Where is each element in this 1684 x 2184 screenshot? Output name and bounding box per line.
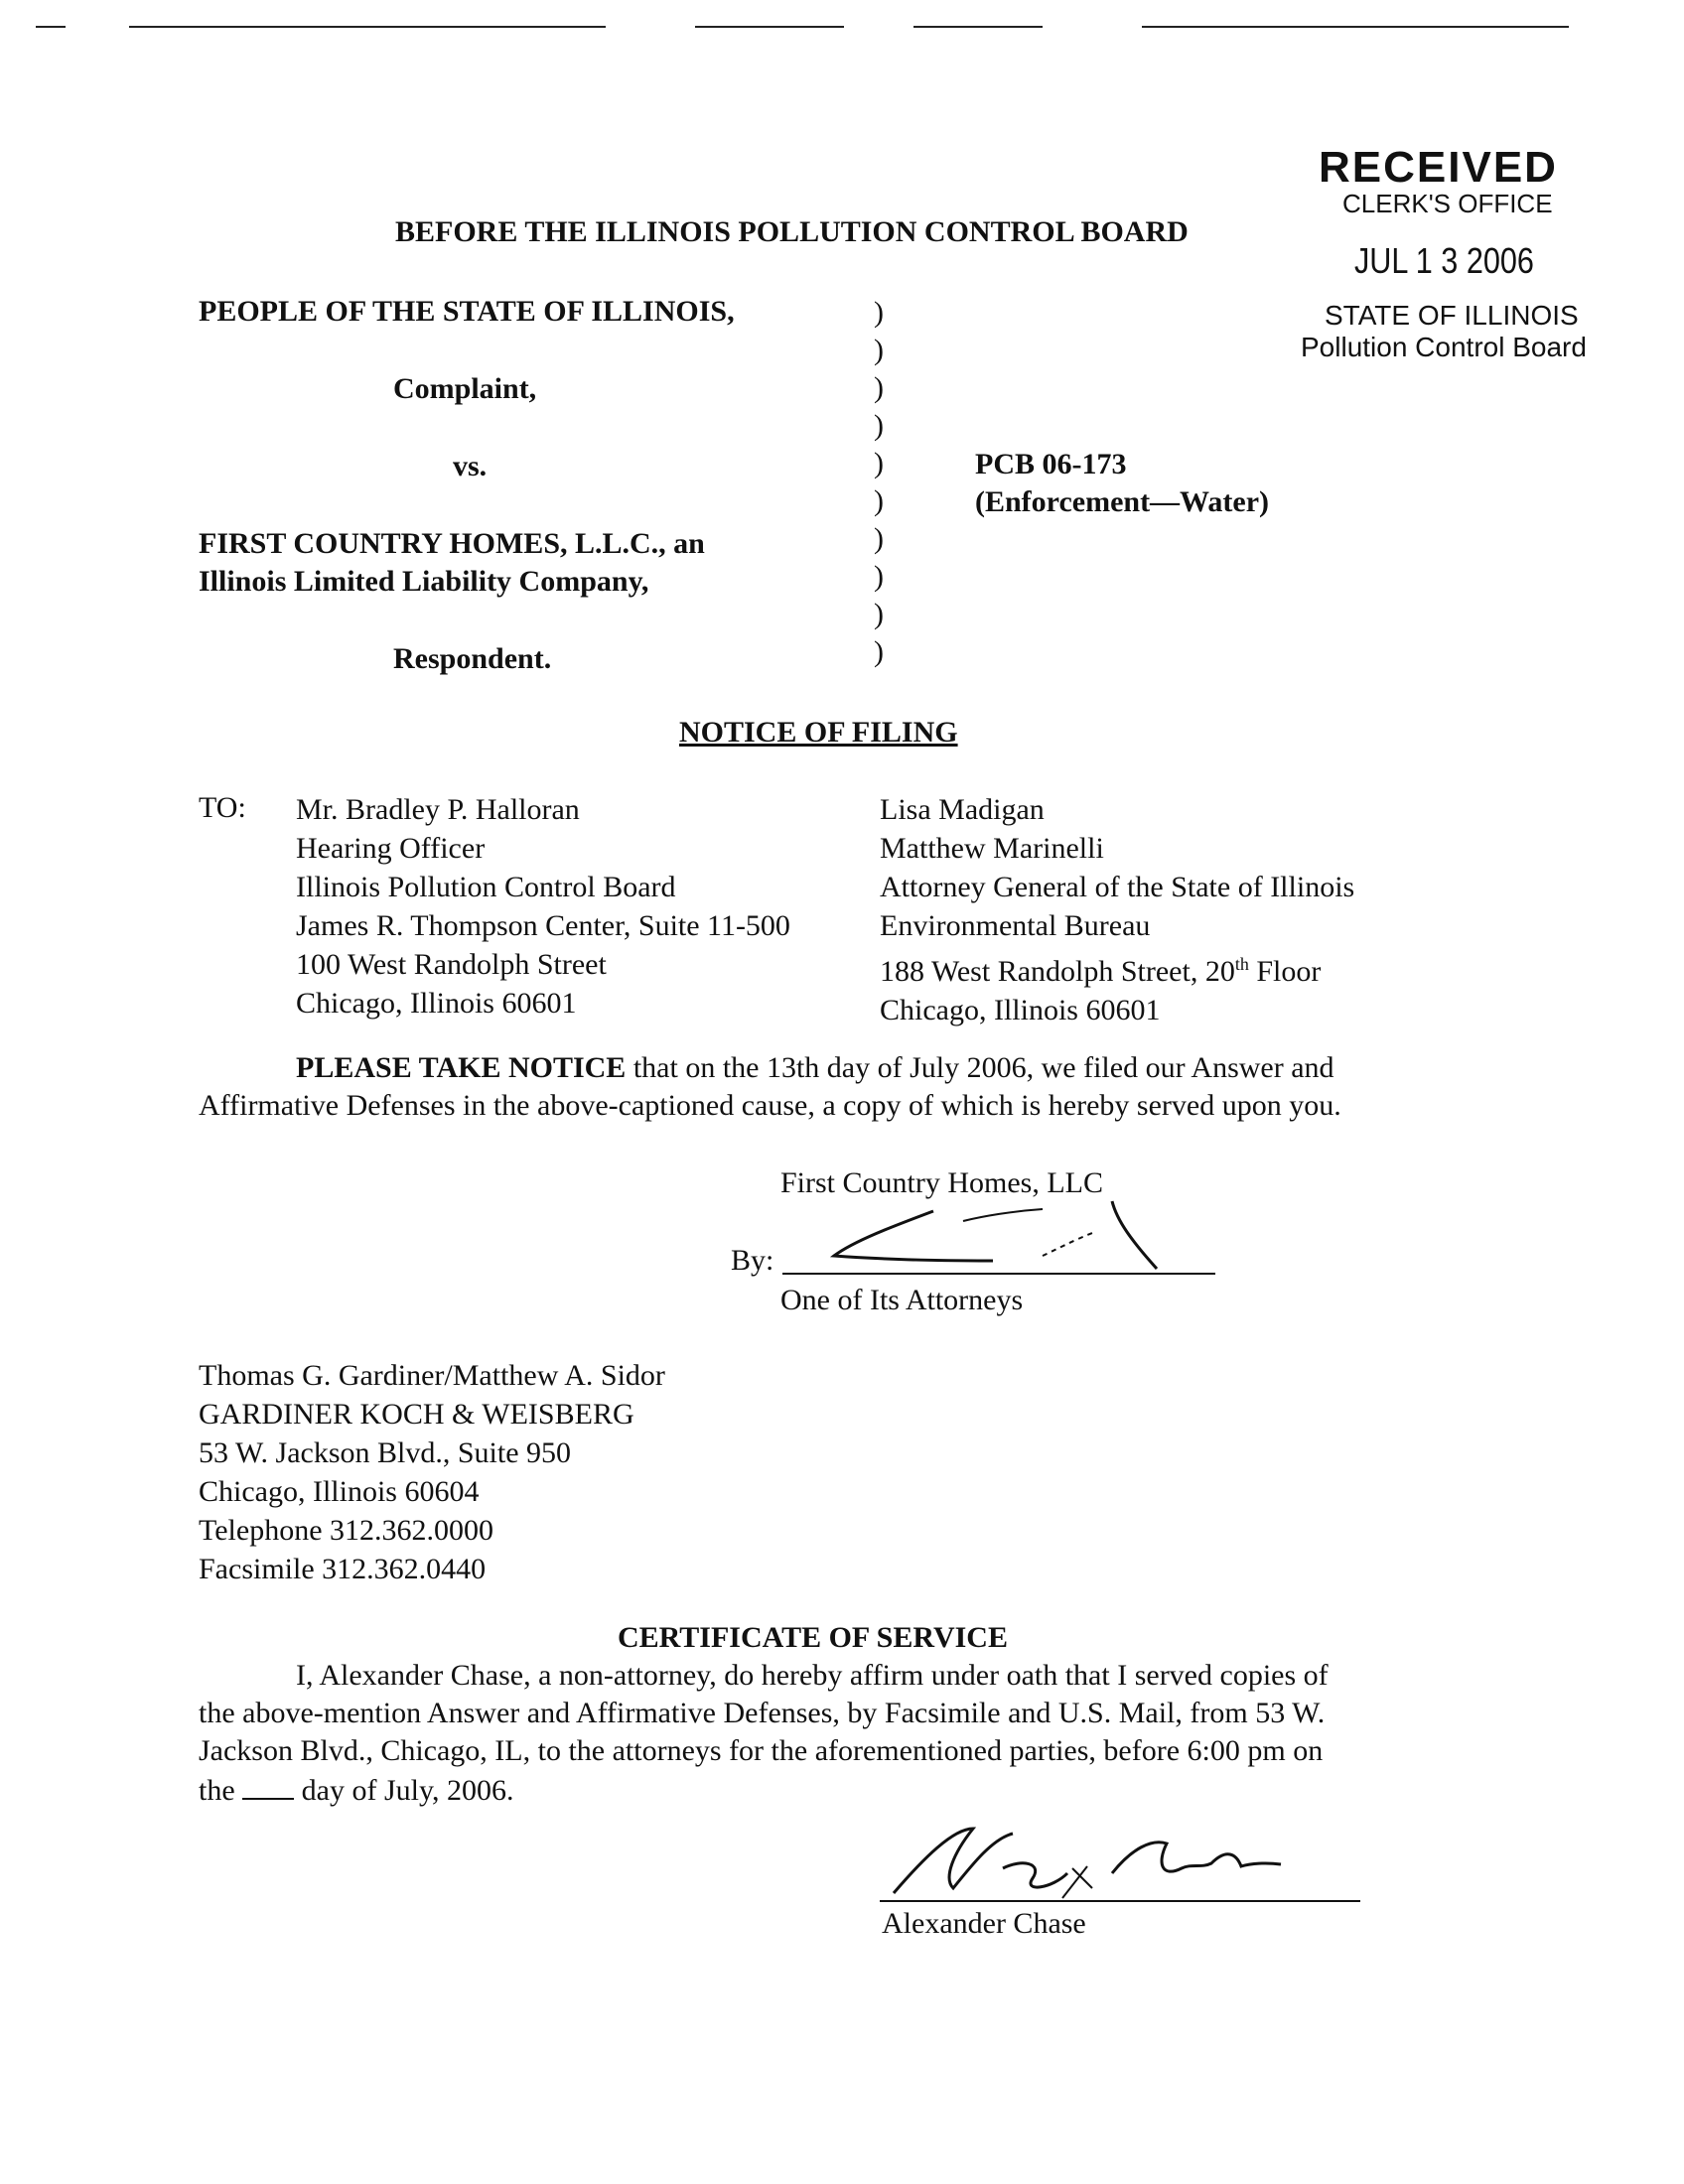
case-type: (Enforcement—Water) <box>975 485 1270 518</box>
paren: ) <box>874 560 884 593</box>
recipient-right-line: Lisa Madigan <box>880 793 1045 826</box>
recipient-right-line: Attorney General of the State of Illinois <box>880 871 1355 903</box>
notice-body-line2: Affirmative Defenses in the above-captioned cause, a copy of which is hereby served upon you. <box>199 1089 1341 1122</box>
caption-plaintiff: PEOPLE OF THE STATE OF ILLINOIS, <box>199 295 735 328</box>
notice-title: NOTICE OF FILING <box>679 716 958 749</box>
server-signature-line <box>880 1900 1360 1902</box>
paren: ) <box>874 296 884 329</box>
paren: ) <box>874 635 884 668</box>
notice-body-line1 <box>296 1050 1334 1086</box>
counsel-line: Facsimile 312.362.0440 <box>199 1553 487 1585</box>
counsel-line: Chicago, Illinois 60604 <box>199 1475 480 1508</box>
caption-respondent-role: Respondent. <box>393 642 552 675</box>
counsel-line: 53 W. Jackson Blvd., Suite 950 <box>199 1436 572 1469</box>
caption-respondent-line1: FIRST COUNTRY HOMES, L.L.C., an <box>199 527 705 560</box>
counsel-block <box>199 1356 665 1588</box>
caption-paren-column <box>874 294 884 671</box>
recipient-left-line: Illinois Pollution Control Board <box>296 871 676 903</box>
scan-rule-2 <box>129 26 606 28</box>
recipient-right-line: Chicago, Illinois 60601 <box>880 994 1161 1026</box>
caption-plaintiff-role: Complaint, <box>393 372 537 405</box>
scan-rule-1 <box>36 26 66 28</box>
server-signature-icon <box>884 1819 1301 1908</box>
paren: ) <box>874 484 884 517</box>
notice-body-rest: that on the 13th day of July 2006, we filed our Answer and <box>626 1051 1334 1084</box>
caption-versus: vs. <box>453 450 488 482</box>
paren: ) <box>874 334 884 366</box>
street-text: 188 West Randolph Street, 20 <box>880 955 1235 988</box>
recipient-right-line: Environmental Bureau <box>880 909 1151 942</box>
counsel-line: GARDINER KOCH & WEISBERG <box>199 1398 634 1431</box>
date-blank <box>242 1774 294 1800</box>
recipient-left-line: 100 West Randolph Street <box>296 948 607 981</box>
attorney-signature-icon <box>814 1181 1192 1281</box>
to-label: TO: <box>199 791 246 824</box>
case-number: PCB 06-173 <box>975 448 1127 480</box>
recipient-left-line: Mr. Bradley P. Halloran <box>296 793 580 826</box>
recipient-right-line: Matthew Marinelli <box>880 832 1104 865</box>
signature-by-label: By: <box>731 1244 774 1277</box>
signature-client: First Country Homes, LLC <box>780 1166 1104 1199</box>
scan-rule-5 <box>1142 26 1569 28</box>
stamp-board: Pollution Control Board <box>1301 332 1587 362</box>
signature-role: One of Its Attorneys <box>780 1284 1024 1316</box>
certificate-line3: Jackson Blvd., Chicago, IL, to the attorneys for the aforementioned parties, before 6:00 pm on <box>199 1734 1324 1767</box>
paren: ) <box>874 447 884 479</box>
street-floor: Floor <box>1248 955 1322 988</box>
paren: ) <box>874 522 884 555</box>
scan-rule-3 <box>695 26 844 28</box>
recipient-right <box>880 790 1354 1029</box>
paren: ) <box>874 371 884 404</box>
paren: ) <box>874 598 884 630</box>
recipient-left-line: Chicago, Illinois 60601 <box>296 987 577 1020</box>
certificate-line1: I, Alexander Chase, a non-attorney, do hereby affirm under oath that I served copies of <box>296 1659 1329 1692</box>
counsel-line: Thomas G. Gardiner/Matthew A. Sidor <box>199 1359 665 1392</box>
recipient-left-line: Hearing Officer <box>296 832 486 865</box>
certificate-line4-end: day of July, 2006. <box>301 1774 514 1807</box>
scan-rule-4 <box>913 26 1043 28</box>
counsel-line: Telephone 312.362.0000 <box>199 1514 494 1547</box>
certificate-title: CERTIFICATE OF SERVICE <box>618 1621 1008 1654</box>
stamp-clerks-office: CLERK'S OFFICE <box>1342 189 1553 218</box>
paren: ) <box>874 409 884 442</box>
notice-body-bold: PLEASE TAKE NOTICE <box>296 1051 627 1084</box>
caption-respondent-line2: Illinois Limited Liability Company, <box>199 565 649 598</box>
stamp-received-label: RECEIVED <box>1319 143 1558 192</box>
page-title: BEFORE THE ILLINOIS POLLUTION CONTROL BOARD <box>395 215 1189 248</box>
certificate-line2: the above-mention Answer and Affirmative Defenses, by Facsimile and U.S. Mail, from 53 W. <box>199 1697 1326 1729</box>
recipient-right-street <box>880 945 1354 991</box>
recipient-left-line: James R. Thompson Center, Suite 11-500 <box>296 909 790 942</box>
certificate-line4-start: the <box>199 1774 235 1807</box>
certificate-line4 <box>199 1773 514 1809</box>
recipient-left <box>296 790 790 1023</box>
server-name: Alexander Chase <box>882 1907 1086 1940</box>
stamp-date: JUL 1 3 2006 <box>1354 240 1534 281</box>
stamp-state: STATE OF ILLINOIS <box>1325 300 1579 331</box>
street-ordinal: th <box>1234 954 1249 974</box>
